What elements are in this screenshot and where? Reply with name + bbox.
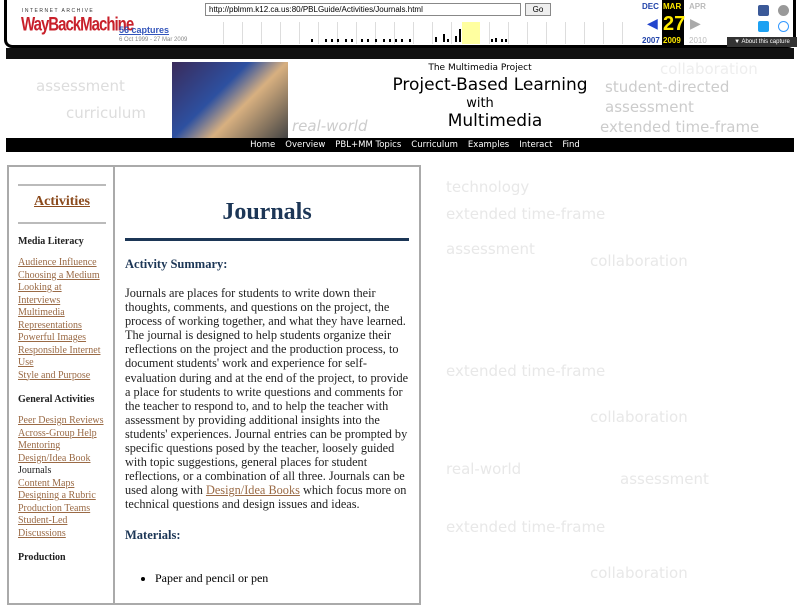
wayback-toolbar <box>4 0 796 48</box>
divider <box>18 222 106 224</box>
banner-word: real-world <box>292 117 368 135</box>
sidebar-link[interactable]: Multimedia Representations <box>18 307 82 331</box>
facebook-icon[interactable] <box>758 5 769 16</box>
capture-bar[interactable] <box>505 39 507 42</box>
banner-multimedia: Multimedia <box>447 111 543 131</box>
sidebar-link[interactable]: Looking at Interviews <box>18 282 62 306</box>
nav-overview[interactable]: Overview <box>285 140 326 150</box>
prev-year[interactable]: 2007 <box>642 36 660 45</box>
capture-range: 6 Oct 1999 - 27 Mar 2009 <box>119 37 188 43</box>
sidebar-link[interactable]: Audience Influence <box>18 257 97 268</box>
bg-word: collaboration <box>590 408 688 426</box>
next-month: APR <box>689 2 706 11</box>
content-table <box>7 165 421 605</box>
page-title: Journals <box>222 199 312 225</box>
design-idea-books-link[interactable]: Design/Idea Books <box>205 483 300 498</box>
bg-word: extended time-frame <box>446 362 606 380</box>
next-year: 2010 <box>689 36 707 45</box>
banner-word: assessment <box>605 98 694 116</box>
sidebar-link[interactable]: Student-Led Discussions <box>18 515 68 539</box>
activities-heading[interactable]: Activities <box>34 194 90 209</box>
sidebar <box>9 167 115 603</box>
nav-topics[interactable]: PBL+MM Topics <box>335 140 402 150</box>
prev-month[interactable]: DEC <box>642 2 659 11</box>
capture-bar[interactable] <box>367 39 369 42</box>
sidebar-link[interactable]: Choosing a Medium <box>18 269 100 281</box>
sidebar-link[interactable]: Designing a Rubric <box>18 490 96 501</box>
summary-text <box>125 286 409 512</box>
capture-bar[interactable] <box>447 39 449 42</box>
summary-body: Journals are places for students to write down their thoughts, comments, and questions on the project, the process of working together, and what they have learned. The journal is designed to help students organize their reflections on the project and the production process, to document students' work and experience for self-evaluation during and at the end of the project, to provide a place for students to write questions and comments for the teacher to respond to, and to help the teacher with assessment by providing additional insights into the students' experiences. Journal entries can be prompted by specific questions posed by the teacher, loosely guided with topic suggestions, general places for student reflections, or a combination of all three. Journals can be used along with <box>125 286 409 498</box>
cur-month: MAR <box>663 2 682 11</box>
nav-curriculum[interactable]: Curriculum <box>411 140 458 150</box>
nav-home[interactable]: Home <box>250 140 276 150</box>
capture-bar[interactable] <box>455 36 457 42</box>
current-year-highlight <box>462 22 480 44</box>
next-arrow-icon: ▶ <box>690 15 701 31</box>
bg-word: extended time-frame <box>446 518 606 536</box>
project-name: The Multimedia Project <box>428 63 532 73</box>
capture-bar[interactable] <box>361 39 363 42</box>
banner-word: assessment <box>36 77 125 95</box>
banner-word: extended time-frame <box>600 118 760 136</box>
capture-bar[interactable] <box>375 39 377 42</box>
main-nav <box>6 138 794 152</box>
nav-examples[interactable]: Examples <box>467 140 510 150</box>
bg-word: assessment <box>620 470 709 488</box>
capture-sparkline[interactable] <box>205 22 635 44</box>
toolbar-shadow-bar <box>6 48 794 59</box>
capture-bar[interactable] <box>331 39 333 42</box>
capture-bar[interactable] <box>435 37 437 42</box>
sidebar-link[interactable]: Style and Purpose <box>18 369 91 381</box>
bg-word: real-world <box>446 460 522 478</box>
capture-bar[interactable] <box>351 39 353 42</box>
capture-bar[interactable] <box>345 39 347 42</box>
bg-word: extended time-frame <box>446 205 606 223</box>
cur-day: 27 <box>663 13 686 35</box>
capture-bar[interactable] <box>401 39 403 42</box>
title-rule <box>125 238 409 241</box>
archive-logo-top: INTERNET ARCHIVE <box>22 8 95 14</box>
capture-bar[interactable] <box>311 39 313 42</box>
nav-find[interactable]: Find <box>562 140 580 150</box>
sidebar-section-title: Production <box>18 552 66 563</box>
capture-bar[interactable] <box>459 29 461 42</box>
main-content <box>115 167 419 603</box>
url-input[interactable]: http://pblmm.k12.ca.us:80/PBLGuide/Activities/Journals.html <box>205 3 521 16</box>
materials-heading: Materials: <box>125 527 181 542</box>
sidebar-section-title: General Activities <box>18 394 95 405</box>
go-button[interactable]: Go <box>525 3 551 16</box>
students-photo <box>172 62 288 138</box>
sidebar-link[interactable]: Content Maps <box>18 477 75 489</box>
sidebar-link[interactable]: Mentoring <box>18 440 61 451</box>
bg-word: collaboration <box>590 564 688 582</box>
captures-link[interactable]: 56 captures <box>119 25 170 35</box>
summary-end: which focus more on technical questions and design issues and ideas. <box>125 483 407 512</box>
twitter-icon[interactable] <box>758 21 769 32</box>
cur-year: 2009 <box>663 36 681 45</box>
capture-bar[interactable] <box>409 39 411 42</box>
sidebar-link[interactable]: Production Teams <box>18 502 91 514</box>
banner-title: Project-Based Learning <box>392 75 588 95</box>
nav-interact[interactable]: Interact <box>519 140 553 150</box>
help-icon[interactable] <box>778 21 789 32</box>
bg-word: technology <box>446 178 530 196</box>
banner-word: curriculum <box>66 104 147 122</box>
summary-heading: Activity Summary: <box>125 257 228 271</box>
site-banner <box>0 60 800 138</box>
sidebar-link[interactable]: Design/Idea Book <box>18 452 91 464</box>
prev-arrow-icon[interactable]: ◀ <box>647 15 658 31</box>
sidebar-link[interactable]: Powerful Images <box>18 332 87 343</box>
capture-bar[interactable] <box>383 39 385 42</box>
bg-word: assessment <box>446 240 535 258</box>
sidebar-link[interactable]: Across-Group Help <box>18 427 97 439</box>
about-capture-button[interactable]: ▼ About this capture <box>727 37 797 47</box>
sidebar-sections <box>18 236 106 563</box>
capture-bar[interactable] <box>495 38 497 42</box>
banner-word: student-directed <box>605 78 730 96</box>
materials-item: • Paper and pencil or pen <box>155 571 409 586</box>
wayback-logo[interactable]: WayBackMachine <box>21 13 134 36</box>
banner-word: collaboration <box>660 60 758 78</box>
capture-bar[interactable] <box>491 39 493 42</box>
close-icon[interactable] <box>778 5 789 16</box>
capture-bar[interactable] <box>443 34 445 42</box>
capture-bar[interactable] <box>389 39 391 42</box>
sidebar-current-item: Journals <box>18 465 52 476</box>
bg-word: collaboration <box>590 252 688 270</box>
sidebar-link[interactable]: Peer Design Reviews <box>18 415 104 426</box>
banner-with: with <box>466 96 494 111</box>
sidebar-link[interactable]: Responsible Internet Use <box>18 344 101 368</box>
capture-bar[interactable] <box>501 39 503 42</box>
sidebar-section-title: Media Literacy <box>18 236 84 247</box>
materials-list <box>155 571 409 586</box>
capture-bar[interactable] <box>325 39 327 42</box>
capture-bar[interactable] <box>395 39 397 42</box>
capture-bar[interactable] <box>337 39 339 42</box>
divider <box>18 184 106 186</box>
